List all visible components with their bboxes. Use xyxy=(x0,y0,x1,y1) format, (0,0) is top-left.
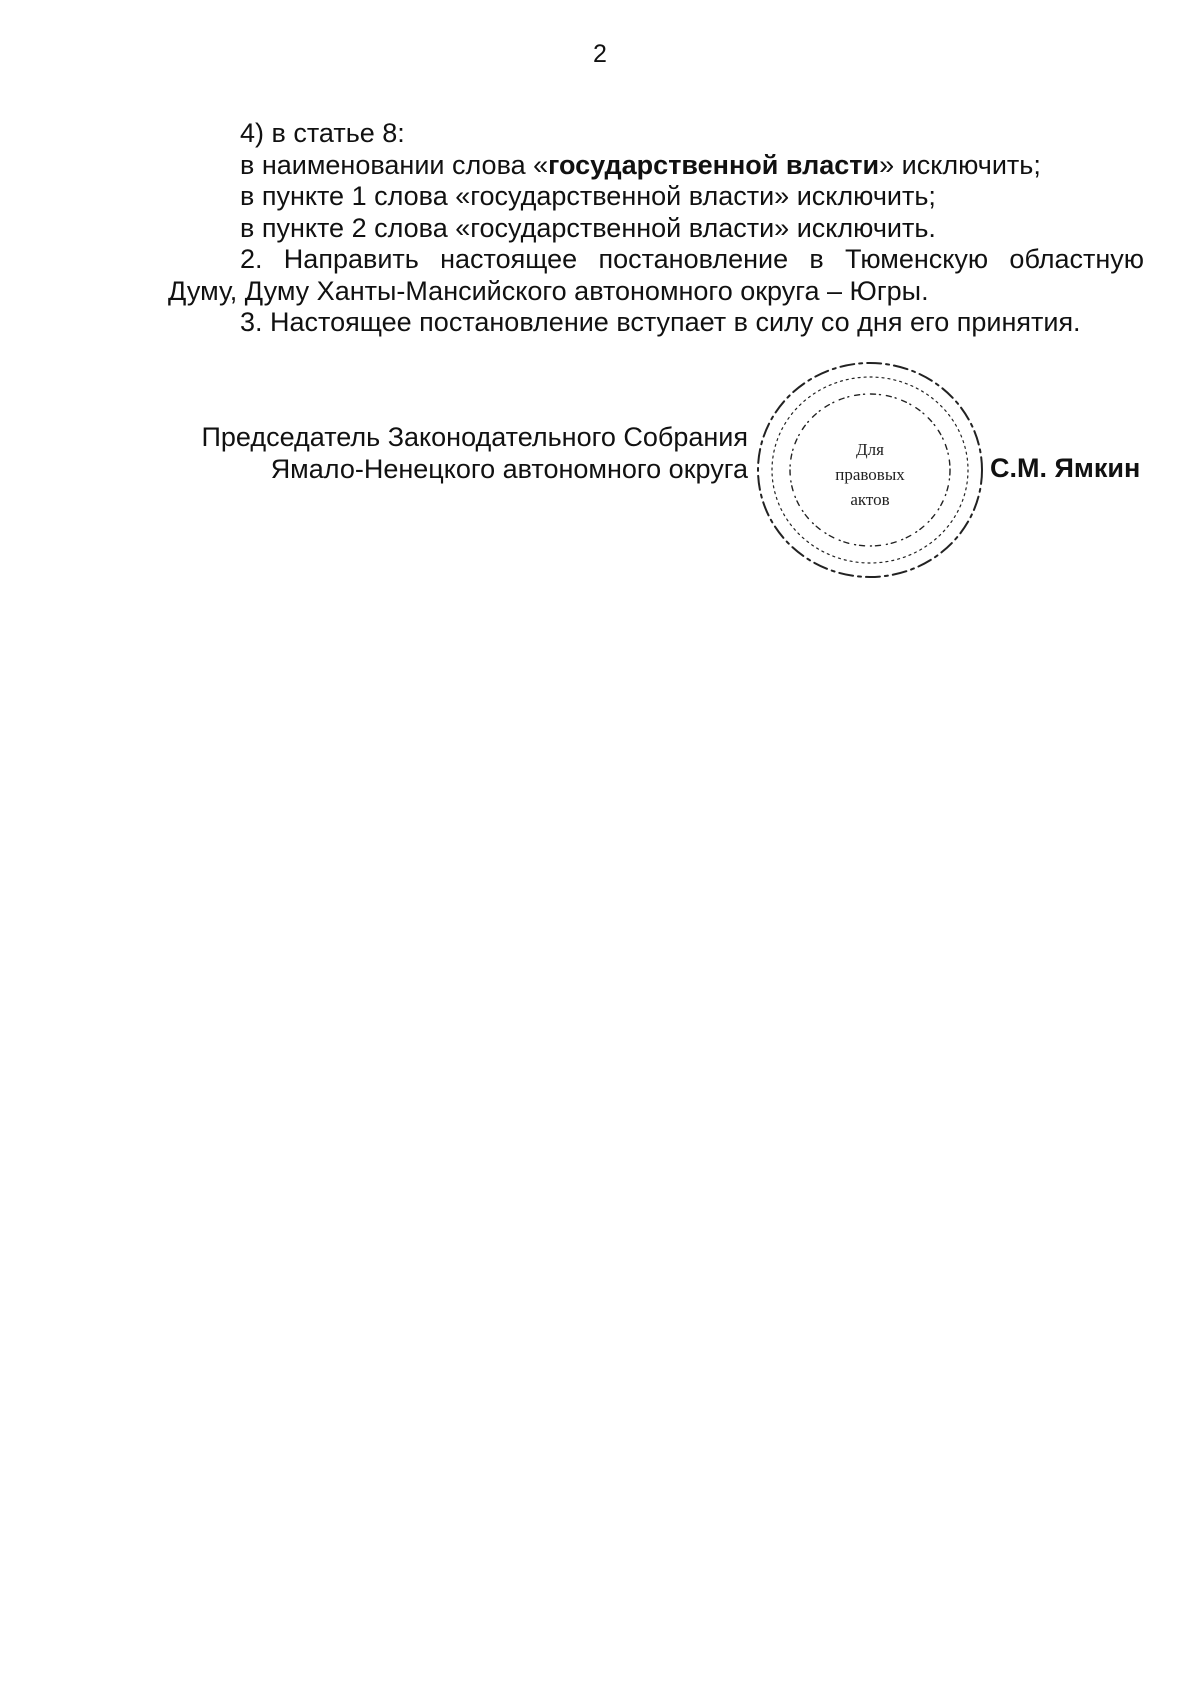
item-4-line-1-bold: государственной власти xyxy=(548,149,880,180)
item-4-heading: 4) в статье 8: xyxy=(240,118,405,148)
document-body xyxy=(168,118,1144,339)
seal-text-line-3: актов xyxy=(850,490,890,509)
item-4-line-1 xyxy=(168,150,1144,182)
signatory-name: С.М. Ямкин xyxy=(990,453,1141,483)
item-4-line-1-pre: в наименовании слова « xyxy=(240,149,549,180)
signatory-title-line-2: Ямало-Ненецкого автономного округа xyxy=(270,453,748,484)
seal-text-line-2: правовых xyxy=(835,465,905,484)
item-3: 3. Настоящее постановление вступает в силу со дня его принятия. xyxy=(240,307,1081,337)
official-seal xyxy=(750,355,990,585)
item-2-line-2: Думу, Думу Ханты-Мансийского автономного округа – Югры. xyxy=(168,275,929,306)
item-4-line-2: в пункте 1 слова «государственной власти» исключить; xyxy=(240,181,936,211)
seal-text-line-1: Для xyxy=(856,440,884,459)
item-4-line-3: в пункте 2 слова «государственной власти» исключить. xyxy=(240,212,936,243)
signatory-title-line-1: Председатель Законодательного Собрания xyxy=(201,422,748,452)
item-2-line-1: 2. Направить настоящее постановление в Тюменскую областную xyxy=(240,244,1144,274)
signatory-title xyxy=(168,422,748,485)
page-number: 2 xyxy=(593,40,607,68)
item-4-line-1-post: » исключить; xyxy=(879,149,1041,180)
